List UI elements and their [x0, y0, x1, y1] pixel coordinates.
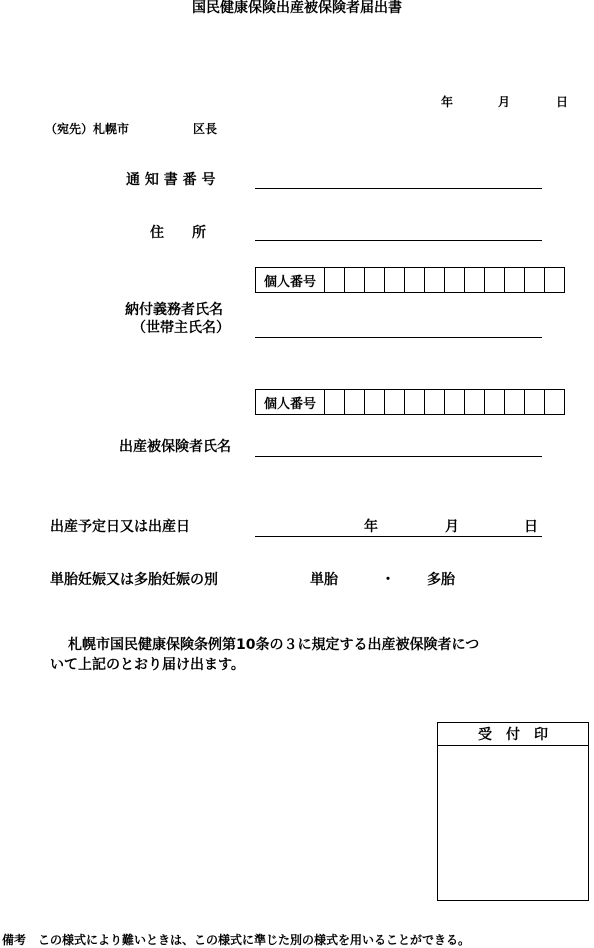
digit-cell[interactable] [445, 390, 465, 414]
date-month-label: 月 [498, 95, 511, 109]
digit-cell[interactable] [345, 390, 365, 414]
digit-cell[interactable] [405, 268, 425, 292]
digit-cell[interactable] [365, 390, 385, 414]
statement-line-2: いて上記のとおり届け出ます。 [50, 657, 245, 673]
footnote: 備考 この様式により難いときは、この様式に準じた別の様式を用いることができる。 [2, 933, 471, 947]
digit-cell[interactable] [485, 268, 505, 292]
digit-cell[interactable] [385, 268, 405, 292]
date-day-label: 日 [556, 95, 569, 109]
digit-cell[interactable] [525, 268, 545, 292]
single-pregnancy-option[interactable]: 単胎 [310, 572, 338, 588]
statement-line-1: 札幌市国民健康保険条例第10条の３に規定する出産被保険者につ [68, 637, 480, 653]
householder-name-label: （世帯主氏名） [132, 320, 230, 336]
insured-individual-number[interactable] [255, 389, 565, 415]
digit-cell[interactable] [465, 390, 485, 414]
digit-cell[interactable] [405, 390, 425, 414]
option-separator: ・ [381, 572, 395, 588]
addressee-suffix: 区長 [193, 122, 218, 136]
reception-stamp-box [437, 722, 589, 901]
due-date-field[interactable] [255, 536, 542, 537]
digit-cell[interactable] [325, 390, 345, 414]
digit-cell[interactable] [545, 390, 564, 414]
payer-name-field[interactable] [255, 337, 542, 338]
due-date-label: 出産予定日又は出産日 [50, 519, 190, 535]
individual-number-label: 個人番号 [256, 268, 325, 292]
digit-cell[interactable] [505, 390, 525, 414]
notice-number-field[interactable] [255, 188, 542, 189]
digit-cell[interactable] [385, 390, 405, 414]
digit-cell[interactable] [485, 390, 505, 414]
digit-cell[interactable] [505, 268, 525, 292]
insured-name-label: 出産被保険者氏名 [119, 439, 231, 455]
digit-cell[interactable] [465, 268, 485, 292]
digit-cell[interactable] [525, 390, 545, 414]
digit-cell[interactable] [325, 268, 345, 292]
due-date-day-label: 日 [524, 519, 538, 535]
digit-cell[interactable] [445, 268, 465, 292]
digit-cell[interactable] [365, 268, 385, 292]
individual-number-label: 個人番号 [256, 390, 325, 414]
address-label: 住 所 [150, 225, 206, 241]
address-field[interactable] [255, 240, 542, 241]
digit-cell[interactable] [545, 268, 564, 292]
due-date-month-label: 月 [445, 519, 459, 535]
digit-cell[interactable] [425, 390, 445, 414]
payer-individual-number[interactable] [255, 267, 565, 293]
notice-number-label: 通 知 書 番 号 [126, 172, 216, 188]
reception-stamp-label: 受 付 印 [438, 723, 588, 746]
multiple-pregnancy-option[interactable]: 多胎 [427, 572, 455, 588]
digit-cell[interactable] [425, 268, 445, 292]
digit-cell[interactable] [345, 268, 365, 292]
due-date-year-label: 年 [364, 519, 378, 535]
pregnancy-type-label: 単胎妊娠又は多胎妊娠の別 [50, 572, 218, 588]
date-year-label: 年 [441, 95, 454, 109]
page-title: 国民健康保険出産被保険者届出書 [192, 0, 402, 16]
addressee-prefix: （宛先）札幌市 [45, 122, 130, 136]
insured-name-field[interactable] [255, 456, 542, 457]
payer-name-label: 納付義務者氏名 [125, 302, 223, 318]
